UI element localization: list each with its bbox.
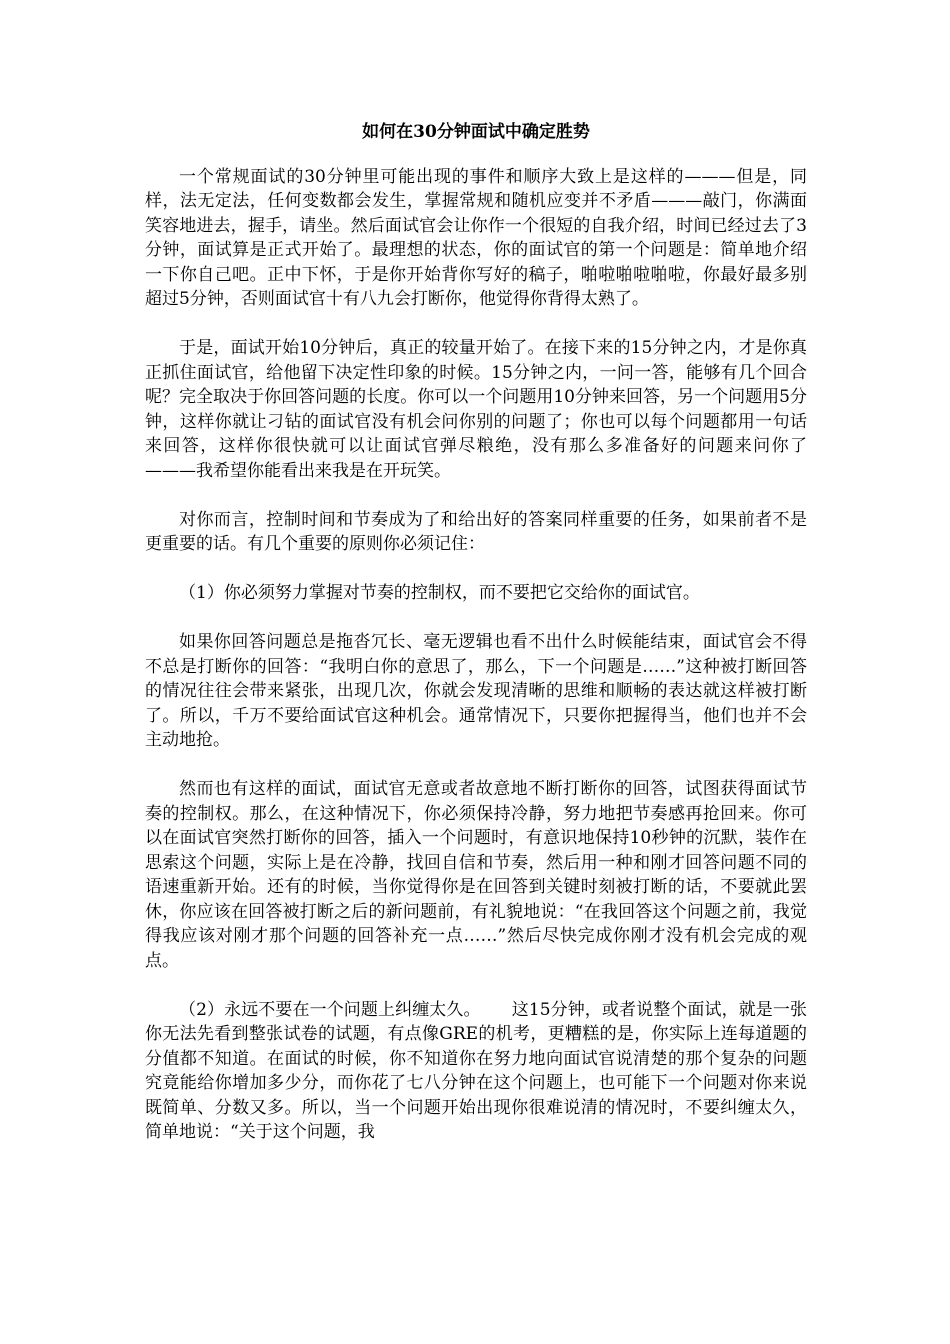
paragraph-principle-2: （2）永远不要在一个问题上纠缠太久。 这15分钟，或者说整个面试，就是一张你无法先看到整张试卷的试题，有点像GRE的机考，更糟糕的是，你实际上连每道题的分值都不知道。在面试的时候，你不知道你在努力地向面试官说清楚的那个复杂的问题究竟能给你增加多少分，而你花了七八分钟在这个问题上，也可能下一个问题对你来说既简单、分数又多。所以，当一个问题开始出现你很难说清的情况时，不要纠缠太久，简单地说：“关于这个问题，我 — [145, 999, 807, 1142]
paragraph-fifteen-minutes: 于是，面试开始10分钟后，真正的较量开始了。在接下来的15分钟之内，才是你真正抓住面试官，给他留下决定性印象的时候。15分钟之内，一问一答，能够有几个回合呢？完全取决于你回答问题的长度。你可以一个问题用10分钟来回答，另一个问题用5分钟，这样你就让刁钻的面试官没有机会问你别的问题了；你也可以每个问题都用一句话来回答，这样你很快就可以让面试官弹尽粮绝，没有那么多准备好的问题来问你了———我希望你能看出来我是在开玩笑。 — [145, 338, 807, 481]
paragraph-interrupted-answers: 如果你回答问题总是拖沓冗长、毫无逻辑也看不出什么时候能结束，面试官会不得不总是打断你的回答：“我明白你的意思了，那么，下一个问题是……”这种被打断回答的情况往往会带来紧张，出现几次，你就会发现清晰的思维和顺畅的表达就这样被打断了。所以，千万不要给面试官这种机会。通常情况下，只要你把握得当，他们也并不会主动地抢。 — [145, 632, 807, 750]
paragraph-principle-1: （1）你必须努力掌握对节奏的控制权，而不要把它交给你的面试官。 — [179, 583, 700, 603]
document-title: 如何在30分钟面试中确定胜势 — [362, 122, 590, 142]
paragraph-regain-rhythm: 然而也有这样的面试，面试官无意或者故意地不断打断你的回答，试图获得面试节奏的控制权。那么，在这种情况下，你必须保持冷静，努力地把节奏感再抢回来。你可以在面试官突然打断你的回答，插入一个问题时，有意识地保持10秒钟的沉默，装作在思索这个问题，实际上是在冷静，找回自信和节奏，然后用一种和刚才回答问题不同的语速重新开始。还有的时候，当你觉得你是在回答到关键时刻被打断的话，不要就此罢休，你应该在回答被打断之后的新问题前，有礼貌地说：“在我回答这个问题之前，我觉得我应该对刚才那个问题的回答补充一点……”然后尽快完成你刚才没有机会完成的观点。 — [145, 779, 807, 971]
document-page — [145, 120, 807, 1145]
paragraph-interview-sequence: 一个常规面试的30分钟里可能出现的事件和顺序大致上是这样的———但是，同样，法无定法，任何变数都会发生，掌握常规和随机应变并不矛盾———敲门，你满面笑容地进去，握手，请坐。然后面试官会让你作一个很短的自我介绍，时间已经过去了3分钟，面试算是正式开始了。最理想的状态，你的面试官的第一个问题是：简单地介绍一下你自己吧。正中下怀，于是你开始背你写好的稿子，啪啦啪啦啪啦，你最好最多别超过5分钟，否则面试官十有八九会打断你，他觉得你背得太熟了。 — [145, 166, 807, 309]
paragraph-control-time: 对你而言，控制时间和节奏成为了和给出好的答案同样重要的任务，如果前者不是更重要的话。有几个重要的原则你必须记住： — [145, 509, 807, 554]
